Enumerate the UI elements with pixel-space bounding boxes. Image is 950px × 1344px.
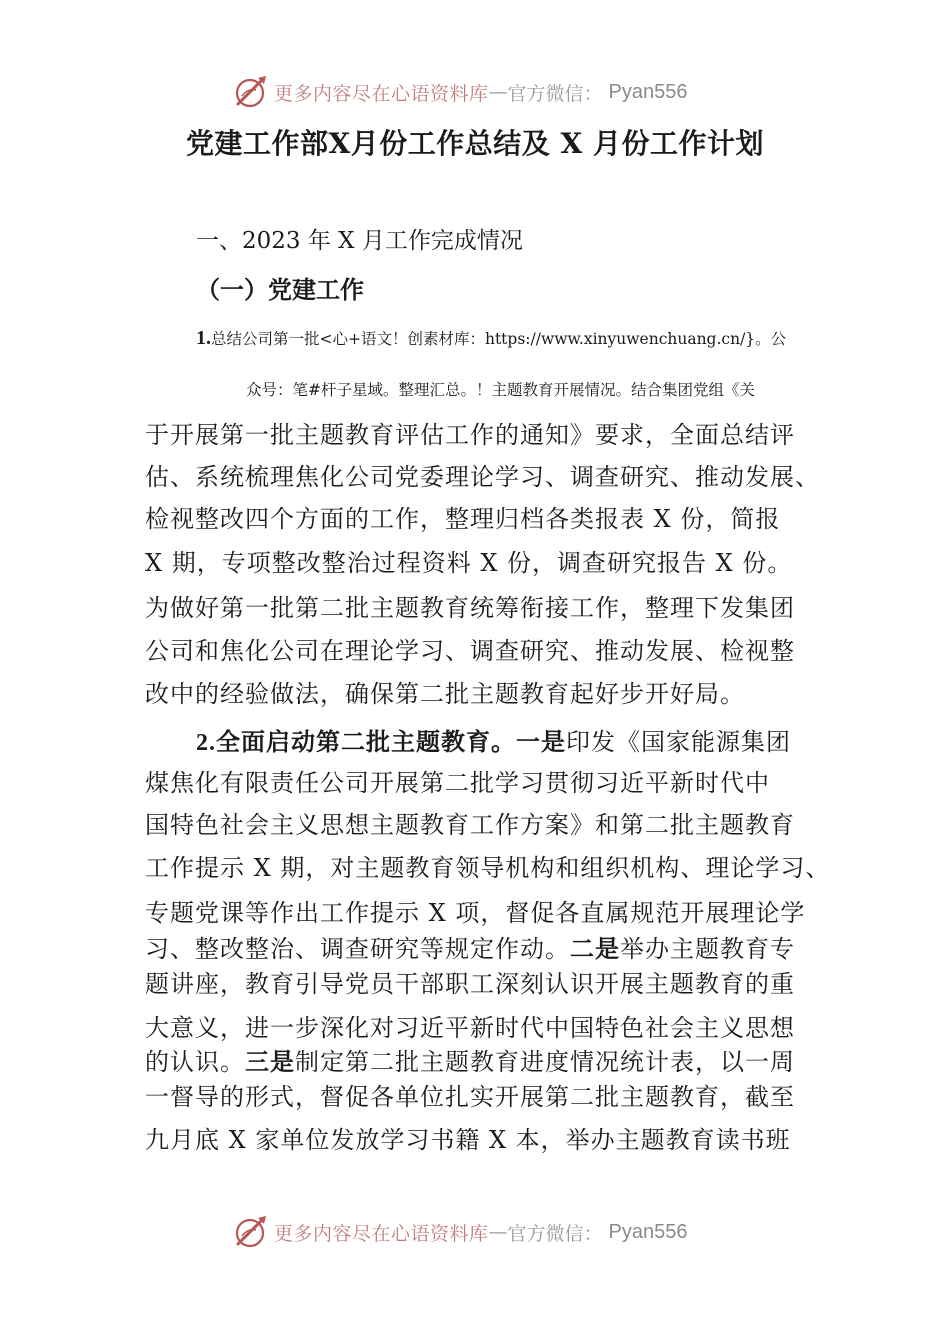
watermark-top-wechat-label: 官方微信： [507,82,603,105]
item2-line-10: 一督导的形式，督促各单位扎实开展第二批主题教育，截至 [145,1083,795,1111]
item2-line-8: 大意义，进一步深化对习近平新时代中国特色社会主义思想 [145,1014,795,1042]
item2-line-9-pre: 的认识。 [145,1048,245,1076]
watermark-top-dash: — [488,81,508,103]
watermark-top [232,74,688,110]
item2-second-marker: 二是 [570,935,620,963]
watermark-bottom-wechat-id: Pyan556 [608,1220,688,1243]
document-title: 党建工作部X月份工作总结及 X 月份工作计划 [186,127,764,160]
item1-line-7: 为做好第一批第二批主题教育统筹衔接工作，整理下发集团 [145,594,795,622]
item1-line-9: 改中的经验做法，确保第二批主题教育起好步开好局。 [145,680,745,708]
item2-line-6-pre: 习、整改整治、调查研究等规定作动。 [145,935,570,963]
item1-line-1-text: 总结公司第一批<心+语文！创素材库：https://www.xinyuwenchuang.cn/}。公 [211,330,787,348]
item2-line-9-text: 制定第二批主题教育进度情况统计表，以一周 [295,1048,795,1076]
item2-first-marker: 一是 [516,728,566,756]
item2-line-11: 九月底 X 家单位发放学习书籍 X 本，举办主题教育读书班 [145,1126,791,1154]
item1-line-2: 众号：笔#杆子星域。整理汇总。！主题教育开展情况。结合集团党组《关 [246,381,755,399]
item1-line-1 [196,327,786,350]
item2-line-3: 国特色社会主义思想主题教育工作方案》和第二批主题教育 [145,811,795,839]
item1-line-3: 于开展第一批主题教育评估工作的通知》要求，全面总结评 [145,421,795,449]
item2-third-marker: 三是 [245,1048,295,1076]
item2-number: 2. [196,730,216,756]
item2-heading: 全面启动第二批主题教育。 [216,728,516,756]
watermark-bottom-wechat-label: 官方微信： [507,1222,603,1245]
item1-number: 1. [196,327,211,349]
item2-line-1 [196,722,791,757]
pen-logo-icon [232,1214,270,1250]
watermark-top-wechat-id: Pyan556 [608,80,688,103]
watermark-top-main: 更多内容尽在心语资料库 [274,82,489,105]
item2-line-9 [145,1042,795,1077]
section-heading-1: 一、2023 年 X 月工作完成情况 [196,228,523,254]
item1-line-5: 检视整改四个方面的工作，整理归档各类报表 X 份，简报 [145,505,781,533]
watermark-bottom [232,1214,688,1250]
watermark-bottom-dash: — [488,1221,508,1243]
item2-line-2: 煤焦化有限责任公司开展第二批学习贯彻习近平新时代中 [145,769,770,797]
subsection-heading-party-building: （一）党建工作 [196,276,364,304]
item2-line-6-text: 举办主题教育专 [620,935,795,963]
item2-line-5: 专题党课等作出工作提示 X 项，督促各直属规范开展理论学 [145,899,806,927]
item2-line-7: 题讲座，教育引导党员干部职工深刻认识开展主题教育的重 [145,970,795,998]
item2-line-1-text: 印发《国家能源集团 [566,728,791,756]
pen-logo-icon [232,74,270,110]
watermark-bottom-main: 更多内容尽在心语资料库 [274,1222,489,1245]
item1-line-6: X 期，专项整改整治过程资料 X 份，调查研究报告 X 份。 [145,549,793,577]
item2-line-4: 工作提示 X 期，对主题教育领导机构和组织机构、理论学习、 [145,854,831,882]
item2-line-6 [145,929,795,964]
item1-line-8: 公司和焦化公司在理论学习、调查研究、推动发展、检视整 [145,637,795,665]
item1-line-4: 估、系统梳理焦化公司党委理论学习、调查研究、推动发展、 [145,463,820,491]
